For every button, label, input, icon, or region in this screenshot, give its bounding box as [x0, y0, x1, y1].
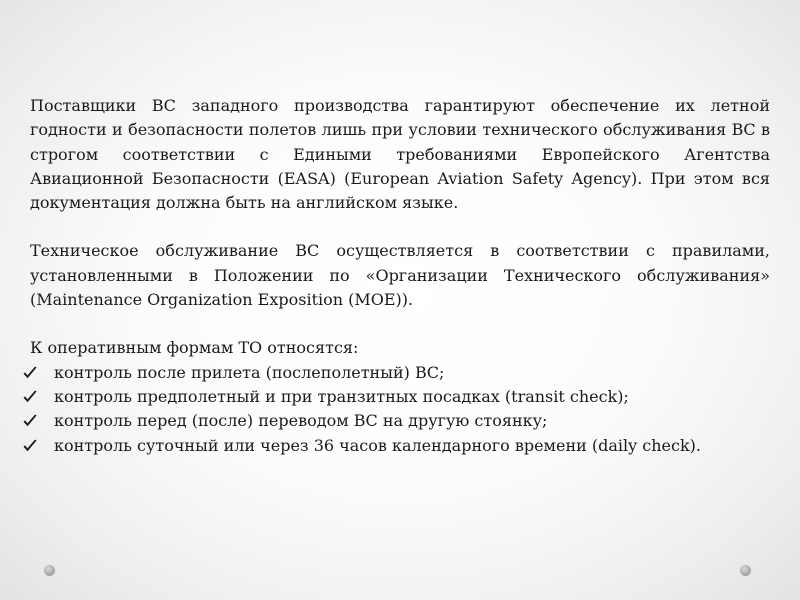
list-item — [22, 361, 770, 385]
list-item — [22, 385, 770, 409]
dot-ornament-icon — [740, 565, 751, 576]
operational-maintenance-list — [22, 361, 770, 458]
slide-body — [30, 94, 770, 458]
checkmark-icon — [22, 439, 38, 453]
list-item-text: контроль суточный или через 36 часов календарного времени (daily check). — [54, 435, 701, 455]
list-item-text: контроль после прилета (послеполетный) ВС; — [54, 362, 445, 382]
list-heading: К оперативным формам ТО относятся: — [30, 338, 359, 358]
list-item — [22, 409, 770, 433]
paragraph-moe: Техническое обслуживание ВС осуществляется в соответствии с правилами, установленными в Положении по «Организации Технического обслуживания» (Maintenance Organization Exposition (MOE)). — [30, 241, 770, 310]
checkmark-icon — [22, 414, 38, 428]
paragraph-easa-requirements: Поставщики ВС западного производства гарантируют обеспечение их летной годности и безопасности полетов лишь при условии технического обслуживания ВС в строгом соответствии с Едиными требованиями Европейского Агентства Авиационной Безопасности (EASA) (European Aviation Safety Agency). При этом вся документация должна быть на английском языке. — [30, 96, 770, 213]
checkmark-icon — [22, 390, 38, 404]
checkmark-icon — [22, 366, 38, 380]
list-item — [22, 434, 770, 458]
dot-ornament-icon — [44, 565, 55, 576]
list-item-text: контроль предполетный и при транзитных посадках (transit check); — [54, 386, 629, 406]
list-item-text: контроль перед (после) переводом ВС на другую стоянку; — [54, 411, 548, 431]
